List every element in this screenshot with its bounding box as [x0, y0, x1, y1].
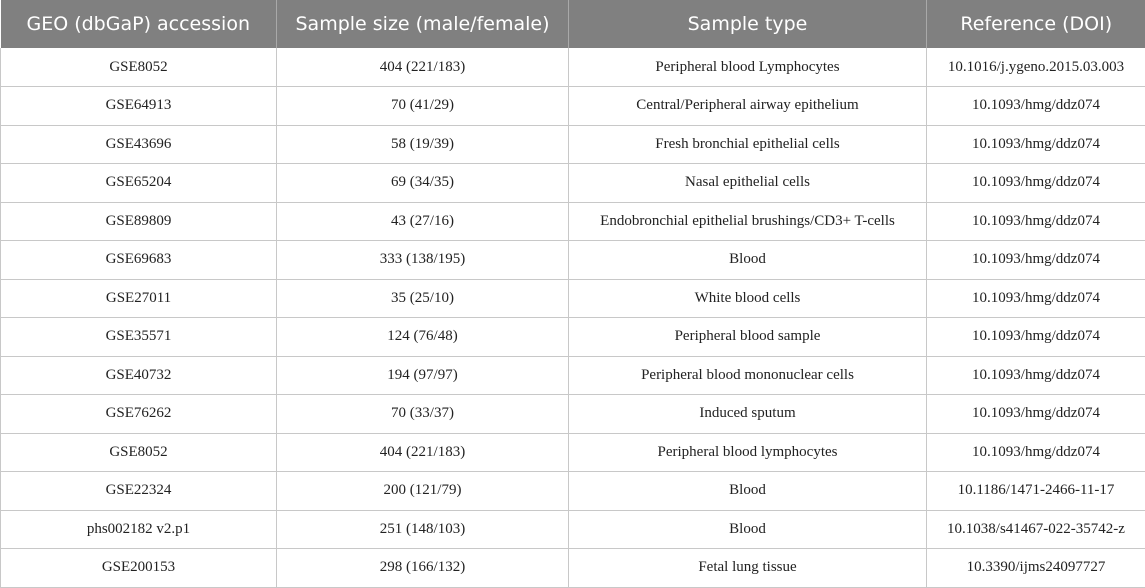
cell-reference: 10.1016/j.ygeno.2015.03.003: [927, 48, 1145, 87]
cell-sample-type: Nasal epithelial cells: [569, 164, 927, 203]
table-row: [1, 48, 1145, 87]
cell-sample-type: Fetal lung tissue: [569, 549, 927, 588]
table-row: [1, 279, 1145, 318]
cell-sample-type: Central/Peripheral airway epithelium: [569, 87, 927, 126]
table-row: [1, 472, 1145, 511]
cell-reference: 10.1093/hmg/ddz074: [927, 395, 1145, 434]
table-row: [1, 433, 1145, 472]
cell-accession: GSE27011: [1, 279, 277, 318]
cell-accession: GSE43696: [1, 125, 277, 164]
cell-sample-type: Blood: [569, 472, 927, 511]
cell-sample-size: 404 (221/183): [277, 433, 569, 472]
cell-accession: GSE69683: [1, 241, 277, 280]
cell-reference: 10.1093/hmg/ddz074: [927, 164, 1145, 203]
cell-accession: GSE65204: [1, 164, 277, 203]
table-row: [1, 549, 1145, 588]
cell-reference: 10.1093/hmg/ddz074: [927, 202, 1145, 241]
cell-sample-type: Peripheral blood Lymphocytes: [569, 48, 927, 87]
cell-accession: phs002182 v2.p1: [1, 510, 277, 549]
cell-reference: 10.1093/hmg/ddz074: [927, 318, 1145, 357]
cell-accession: GSE8052: [1, 433, 277, 472]
cell-accession: GSE200153: [1, 549, 277, 588]
cell-accession: GSE22324: [1, 472, 277, 511]
cell-sample-type: Peripheral blood lymphocytes: [569, 433, 927, 472]
cell-sample-type: Blood: [569, 241, 927, 280]
cell-sample-type: White blood cells: [569, 279, 927, 318]
table-row: [1, 356, 1145, 395]
cell-reference: 10.1186/1471-2466-11-17: [927, 472, 1145, 511]
cell-sample-size: 70 (41/29): [277, 87, 569, 126]
table-row: [1, 318, 1145, 357]
cell-accession: GSE64913: [1, 87, 277, 126]
cell-sample-type: Endobronchial epithelial brushings/CD3+ T-cells: [569, 202, 927, 241]
cell-reference: 10.3390/ijms24097727: [927, 549, 1145, 588]
cell-reference: 10.1093/hmg/ddz074: [927, 87, 1145, 126]
header-row: [1, 0, 1145, 48]
header-sample-size: Sample size (male/female): [277, 0, 569, 48]
cell-reference: 10.1038/s41467-022-35742-z: [927, 510, 1145, 549]
cell-sample-size: 70 (33/37): [277, 395, 569, 434]
table-row: [1, 125, 1145, 164]
table-row: [1, 87, 1145, 126]
cell-accession: GSE89809: [1, 202, 277, 241]
cell-sample-size: 404 (221/183): [277, 48, 569, 87]
cell-sample-type: Peripheral blood sample: [569, 318, 927, 357]
table-body: [1, 48, 1145, 587]
cell-sample-size: 251 (148/103): [277, 510, 569, 549]
cell-accession: GSE35571: [1, 318, 277, 357]
table-header: [1, 0, 1145, 48]
table-row: [1, 202, 1145, 241]
table-row: [1, 241, 1145, 280]
cell-sample-type: Blood: [569, 510, 927, 549]
cell-sample-type: Fresh bronchial epithelial cells: [569, 125, 927, 164]
header-reference: Reference (DOI): [927, 0, 1145, 48]
cell-reference: 10.1093/hmg/ddz074: [927, 356, 1145, 395]
cell-sample-size: 194 (97/97): [277, 356, 569, 395]
table-row: [1, 395, 1145, 434]
cell-sample-size: 58 (19/39): [277, 125, 569, 164]
cell-sample-size: 200 (121/79): [277, 472, 569, 511]
cell-sample-size: 298 (166/132): [277, 549, 569, 588]
cell-sample-type: Peripheral blood mononuclear cells: [569, 356, 927, 395]
header-accession: GEO (dbGaP) accession: [1, 0, 277, 48]
cell-accession: GSE8052: [1, 48, 277, 87]
header-sample-type: Sample type: [569, 0, 927, 48]
cell-reference: 10.1093/hmg/ddz074: [927, 241, 1145, 280]
cell-sample-size: 43 (27/16): [277, 202, 569, 241]
table-row: [1, 510, 1145, 549]
cell-sample-size: 124 (76/48): [277, 318, 569, 357]
cell-sample-size: 35 (25/10): [277, 279, 569, 318]
cell-accession: GSE76262: [1, 395, 277, 434]
cell-reference: 10.1093/hmg/ddz074: [927, 433, 1145, 472]
cell-sample-size: 333 (138/195): [277, 241, 569, 280]
cell-sample-size: 69 (34/35): [277, 164, 569, 203]
cell-sample-type: Induced sputum: [569, 395, 927, 434]
cell-reference: 10.1093/hmg/ddz074: [927, 125, 1145, 164]
cell-accession: GSE40732: [1, 356, 277, 395]
cell-reference: 10.1093/hmg/ddz074: [927, 279, 1145, 318]
table-row: [1, 164, 1145, 203]
